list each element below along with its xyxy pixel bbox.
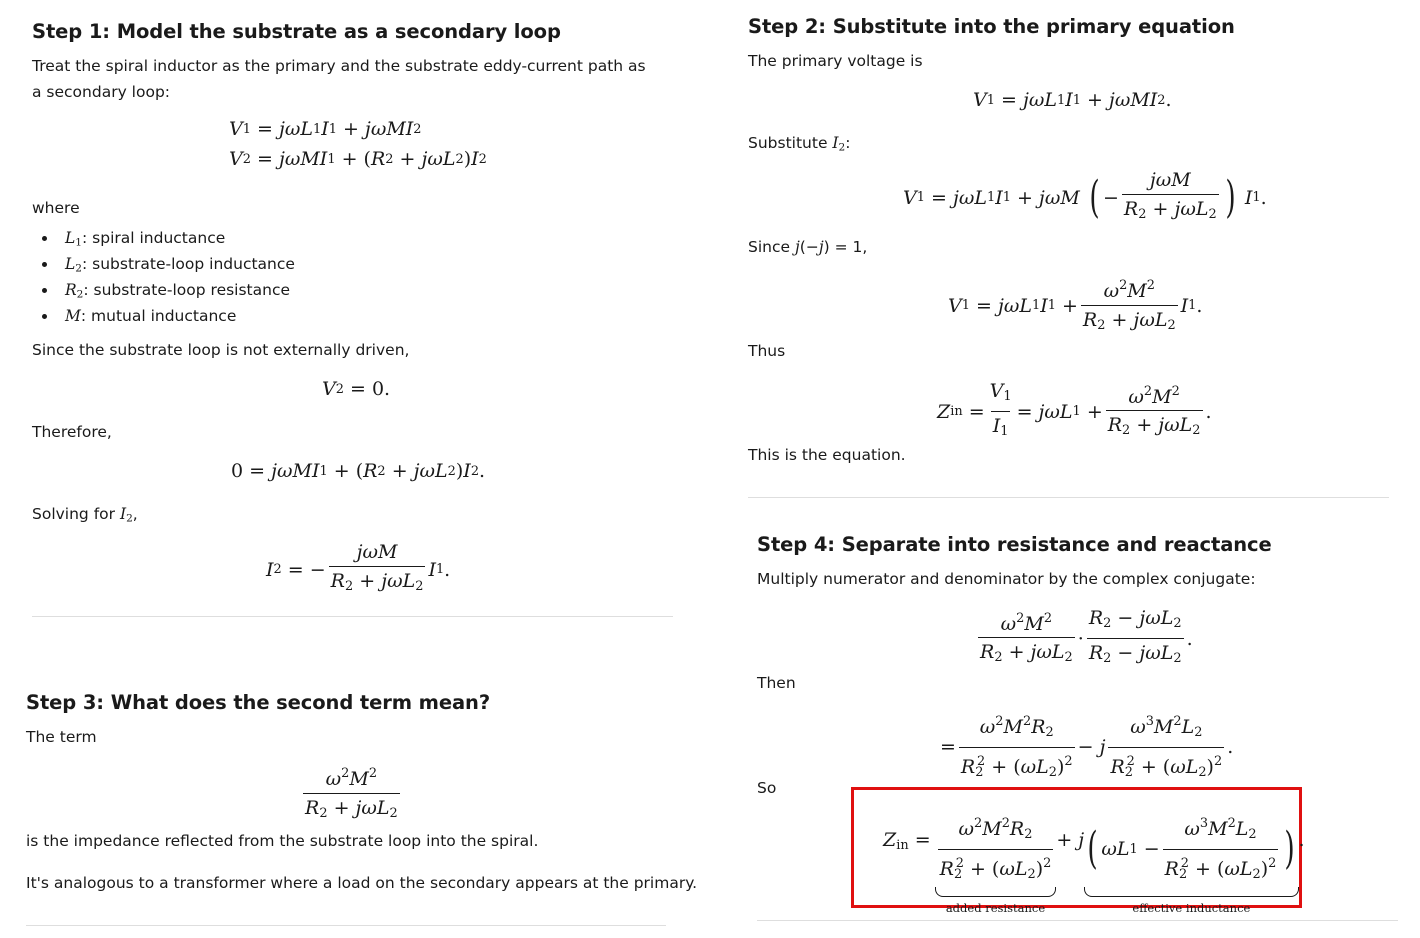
step3-heading: Step 3: What does the second term mean?: [26, 691, 491, 714]
so-text: So: [757, 779, 777, 797]
equation-final: $Z_{in}$ = $\frac{\omega^2M^2R_2}{R_2^2 + (\omega L_2)^2}$ added resistance + j ( ωL 1 − $\frac{\omega^3M^2L_2}{R_2^2 + (\omega L_2)^2}$ ) effective inductance .: [883, 812, 1305, 915]
divider: [26, 925, 666, 926]
equation-term: $\frac{\omega^2M^2}{R_2 + j\omega L_2}$: [300, 762, 403, 826]
equation-v1: V 1 = jωL 1 I 1 + jωMI 2: [229, 118, 422, 140]
equation-zin: Z in = $\frac{V_1}{I_1}$ = jωL 1 + $\frac{\omega^2M^2}{R_2 + j\omega L_2}$ .: [937, 379, 1212, 444]
list-item: M: mutual inductance: [32, 303, 295, 329]
added-resistance-term: $\frac{\omega^2M^2R_2}{R_2^2 + (\omega L_2)^2}$ added resistance: [935, 812, 1057, 915]
effective-inductance-term: ( ωL 1 − $\frac{\omega^3M^2L_2}{R_2^2 + (\omega L_2)^2}$ ) effective inductance: [1084, 812, 1298, 915]
reflected-text: is the impedance reflected from the substrate loop into the spiral.: [26, 832, 539, 850]
step2-heading: Step 2: Substitute into the primary equation: [748, 15, 1235, 38]
equation-primary: V 1 = jωL 1 I 1 + jωMI 2 .: [973, 89, 1172, 111]
substitute-text: Substitute $I_2$:: [748, 134, 851, 154]
then-text: Then: [757, 674, 796, 692]
symbol-list: [32, 225, 295, 329]
since-j-text: Since j(−j) = 1,: [748, 238, 868, 256]
thus-text: Thus: [748, 342, 786, 360]
since-text: Since the substrate loop is not externally driven,: [32, 341, 410, 359]
equation-zero: 0 = jωMI 1 + ( R 2 + jωL 2 ) I 2 .: [231, 460, 486, 482]
step1-intro: Treat the spiral inductor as the primary and the substrate eddy-current path as a secondary loop:: [32, 57, 646, 101]
divider: [748, 497, 1389, 498]
equation-substituted: V 1 = jωL 1 I 1 + jωM ( − $\frac{\text{jωM}}{R_2 + j\omega L_2}$ ) I 1 .: [903, 168, 1267, 227]
where-label: where: [32, 199, 80, 217]
equation-v1-simplified: V 1 = jωL 1 I 1 + $\frac{\omega^2M^2}{R_2 + j\omega L_2}$ I 1 .: [948, 274, 1202, 338]
step1-heading: Step 1: Model the substrate as a secondary loop: [32, 20, 561, 43]
equation-separated: = $\frac{\omega^2M^2R_2}{R_2^2 + (\omega L_2)^2}$ − j $\frac{\omega^3M^2L_2}{R_2^2 + (\omega L_2)^2}$ .: [940, 710, 1233, 785]
equation-i2: I 2 = − $\frac{\text{jωM}}{R_2 + j\omega L_2}$ I 1 .: [266, 540, 450, 599]
solving-text: Solving for $I_2$,: [32, 505, 138, 525]
list-item: $R_2$: substrate-loop resistance: [32, 277, 295, 303]
the-term-text: The term: [26, 728, 97, 746]
multiply-text: Multiply numerator and denominator by the complex conjugate:: [757, 570, 1256, 588]
primary-text: The primary voltage is: [748, 52, 923, 70]
list-item: $L_1$: spiral inductance: [32, 225, 295, 251]
step4-heading: Step 4: Separate into resistance and reactance: [757, 533, 1272, 556]
added-resistance-label: added resistance: [945, 900, 1046, 915]
equation-v2: V 2 = jωMI 1 + ( R 2 + jωL 2 ) I 2: [229, 148, 487, 170]
equation-v2-zero: V 2 = 0.: [322, 378, 391, 400]
list-item: $L_2$: substrate-loop inductance: [32, 251, 295, 277]
effective-inductance-label: effective inductance: [1132, 900, 1251, 915]
divider: [757, 920, 1398, 921]
therefore-text: Therefore,: [32, 423, 112, 441]
equation-conjugate: $\frac{\omega^2M^2}{R_2 + j\omega L_2}$ · $\frac{R_2 - j\omega L_2}{R_2 - j\omega L_2}$ .: [975, 606, 1193, 671]
analogous-text: It's analogous to a transformer where a load on the secondary appears at the primary.: [26, 874, 698, 892]
divider: [32, 616, 673, 617]
this-is-text: This is the equation.: [748, 446, 906, 464]
